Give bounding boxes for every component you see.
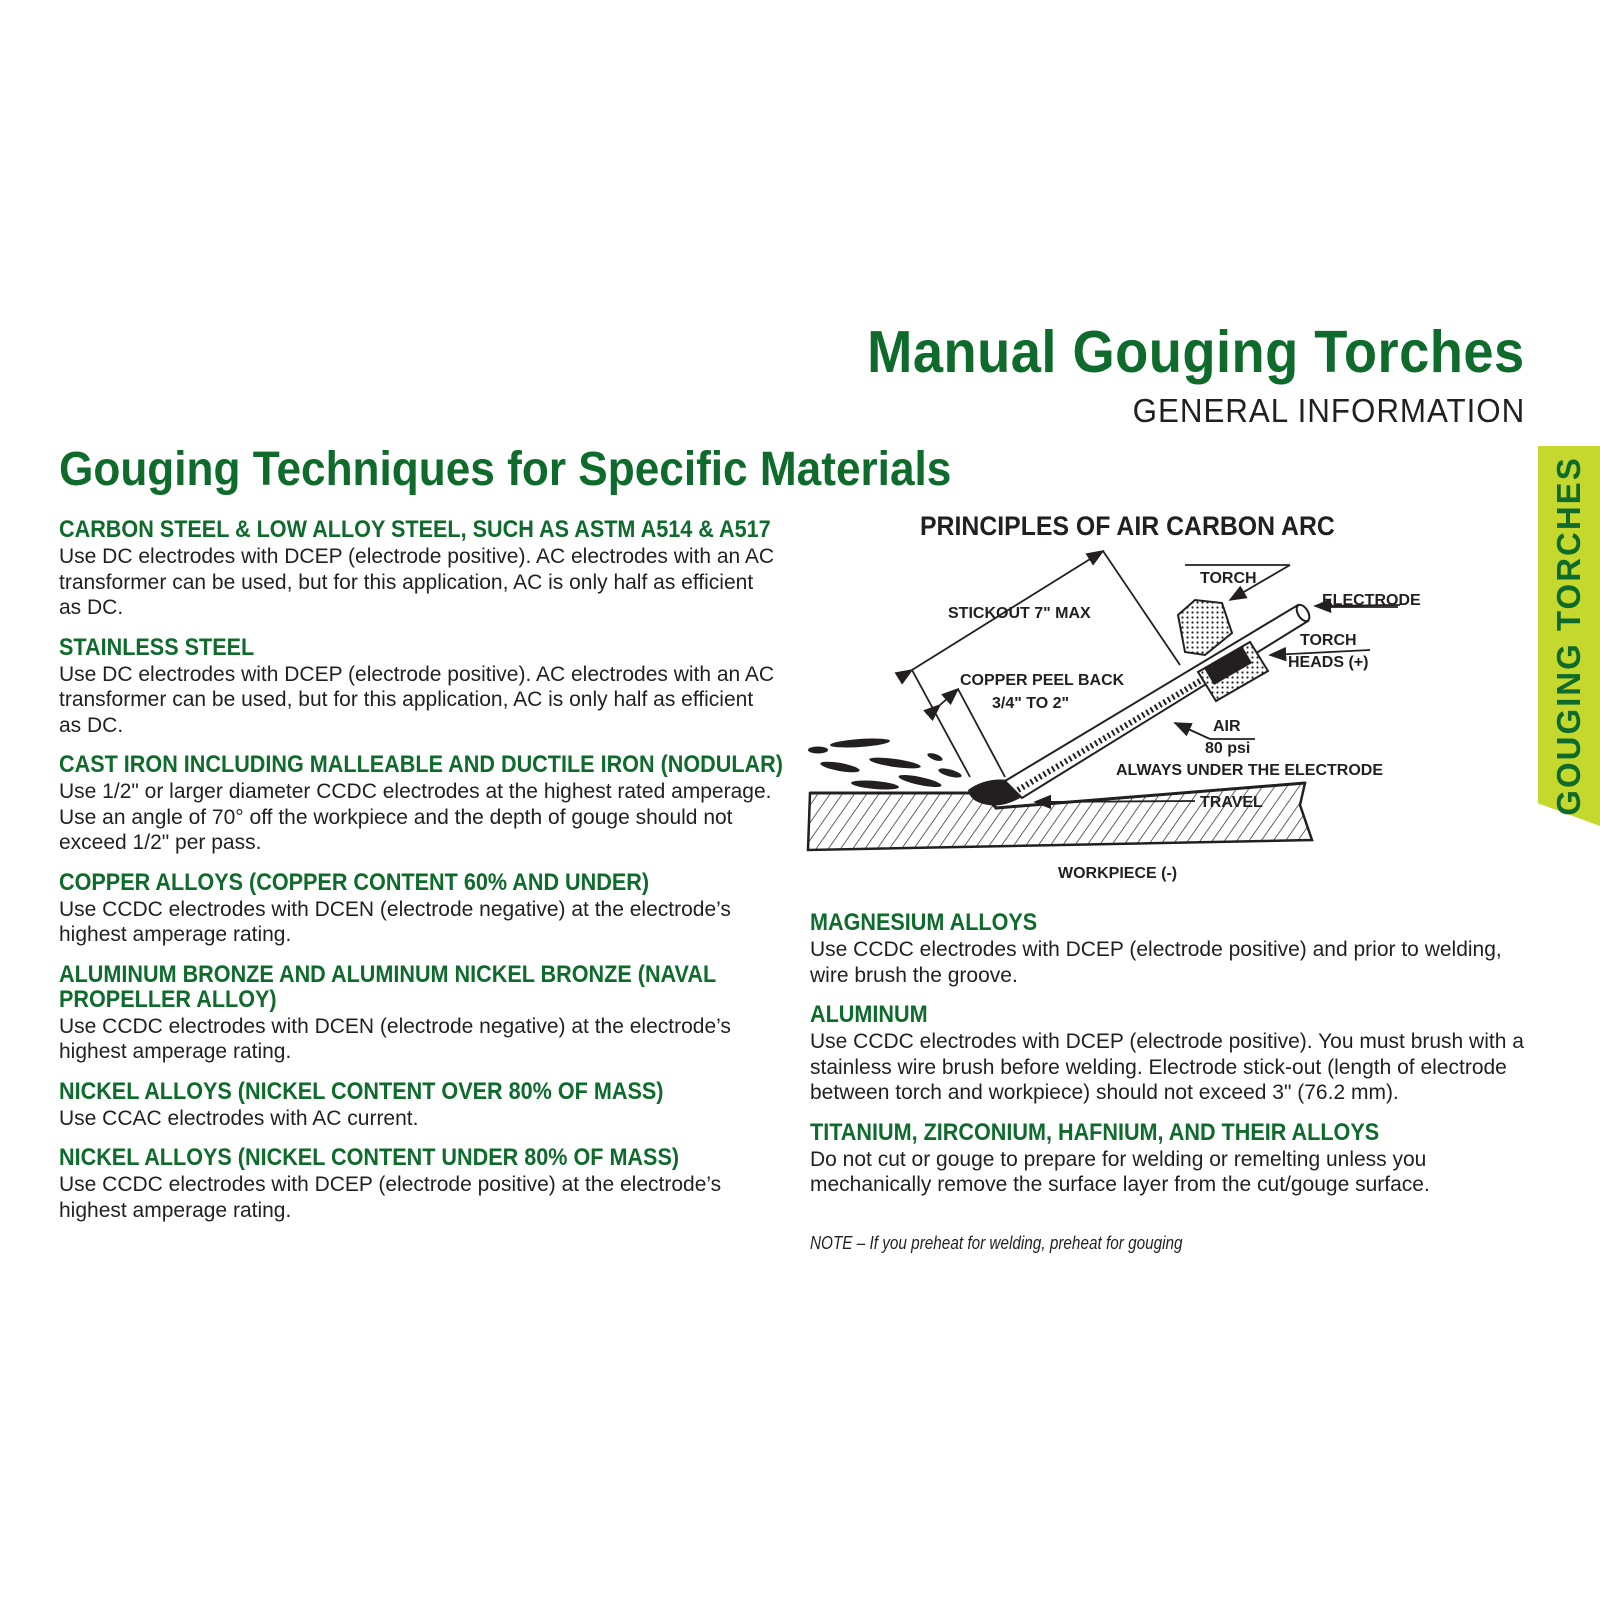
material-heading: ALUMINUM bbox=[810, 1001, 928, 1028]
label-travel: TRAVEL bbox=[1200, 794, 1263, 811]
label-air-line3: ALWAYS UNDER THE ELECTRODE bbox=[1116, 762, 1383, 779]
material-body: Use CCDC electrodes with DCEP (electrode positive) at the electrode’s highest amperage rating. bbox=[59, 1173, 722, 1222]
right-column bbox=[810, 910, 1530, 1212]
label-air-line1: AIR bbox=[1213, 718, 1241, 735]
page-subtitle: GENERAL INFORMATION bbox=[1132, 392, 1525, 429]
material-body: Use CCAC electrodes with AC current. bbox=[59, 1106, 419, 1130]
material-item bbox=[810, 1120, 1530, 1198]
material-body: Do not cut or gouge to prepare for welding or remelting unless you mechanically remove the surface layer from the cut/gouge surface. bbox=[810, 1147, 1430, 1196]
material-item bbox=[59, 635, 779, 739]
torch-body bbox=[1178, 600, 1232, 655]
label-air-line2: 80 psi bbox=[1205, 740, 1251, 757]
material-item bbox=[59, 962, 779, 1065]
label-stickout: STICKOUT 7" MAX bbox=[948, 605, 1091, 622]
label-copper-peel-line2: 3/4" TO 2" bbox=[992, 695, 1070, 712]
label-torch-heads-line2: HEADS (+) bbox=[1288, 654, 1369, 671]
page-title: Manual Gouging Torches bbox=[867, 319, 1525, 385]
material-heading: STAINLESS STEEL bbox=[59, 633, 255, 661]
label-torch-heads-line1: TORCH bbox=[1300, 632, 1357, 649]
material-heading: NICKEL ALLOYS (NICKEL CONTENT UNDER 80% OF MASS) bbox=[59, 1144, 680, 1171]
material-body: Use CCDC electrodes with DCEN (electrode negative) at the electrode’s highest amperage rating. bbox=[59, 897, 731, 946]
air-carbon-arc-diagram bbox=[800, 505, 1421, 895]
material-heading: TITANIUM, ZIRCONIUM, HAFNIUM, AND THEIR ALLOYS bbox=[810, 1118, 1380, 1146]
label-electrode: ELECTRODE bbox=[1322, 592, 1421, 609]
material-heading: COPPER ALLOYS (COPPER CONTENT 60% AND UNDER) bbox=[59, 868, 650, 896]
material-heading: NICKEL ALLOYS (NICKEL CONTENT OVER 80% OF MASS) bbox=[59, 1077, 664, 1105]
label-torch: TORCH bbox=[1200, 570, 1257, 587]
material-body: Use DC electrodes with DCEP (electrode positive). AC electrodes with an AC transformer can be used, but for this application, AC is only half as efficient as DC. bbox=[59, 662, 775, 737]
left-column bbox=[59, 516, 783, 1237]
material-heading: ALUMINUM BRONZE AND ALUMINUM NICKEL BRONZE (NAVAL PROPELLER ALLOY) bbox=[59, 960, 716, 1013]
material-item bbox=[59, 1079, 779, 1132]
side-tab-label: GOUGING TORCHES bbox=[1550, 456, 1587, 816]
material-item bbox=[810, 910, 1530, 988]
spark-particles bbox=[808, 737, 962, 791]
section-title: Gouging Techniques for Specific Materials bbox=[59, 443, 952, 496]
material-item bbox=[810, 1002, 1530, 1106]
gouging-note: NOTE – If you preheat for welding, preheat for gouging bbox=[810, 1233, 1183, 1253]
material-body: Use CCDC electrodes with DCEP (electrode positive) and prior to welding, wire brush the groove. bbox=[810, 938, 1502, 987]
material-body: Use CCDC electrodes with DCEP (electrode positive). You must brush with a stainless wire brush before welding. Electrode stick-out (length of electrode between torch and workpiece) should not exceed 3" (76.2 mm). bbox=[810, 1030, 1524, 1104]
material-item bbox=[59, 870, 779, 948]
diagram-title: PRINCIPLES OF AIR CARBON ARC bbox=[920, 512, 1335, 542]
material-heading: CAST IRON INCLUDING MALLEABLE AND DUCTILE IRON (NODULAR) bbox=[59, 751, 783, 778]
material-body: Use 1/2" or larger diameter CCDC electrodes at the highest rated amperage. Use an angle of 70° off the workpiece and the depth of gouge should not exceed 1/2" per pass. bbox=[59, 780, 772, 854]
material-body: Use DC electrodes with DCEP (electrode positive). AC electrodes with an AC transformer can be used, but for this application, AC is only half as efficient as DC. bbox=[59, 545, 775, 619]
material-body: Use CCDC electrodes with DCEN (electrode negative) at the electrode’s highest amperage rating. bbox=[59, 1014, 731, 1063]
label-copper-peel-line1: COPPER PEEL BACK bbox=[960, 672, 1125, 689]
material-heading: MAGNESIUM ALLOYS bbox=[810, 909, 1038, 936]
label-workpiece: WORKPIECE (-) bbox=[1058, 865, 1178, 882]
material-item bbox=[59, 751, 783, 856]
material-item bbox=[59, 517, 779, 621]
material-heading: CARBON STEEL & LOW ALLOY STEEL, SUCH AS ASTM A514 & A517 bbox=[59, 516, 771, 543]
material-item bbox=[59, 1145, 779, 1223]
